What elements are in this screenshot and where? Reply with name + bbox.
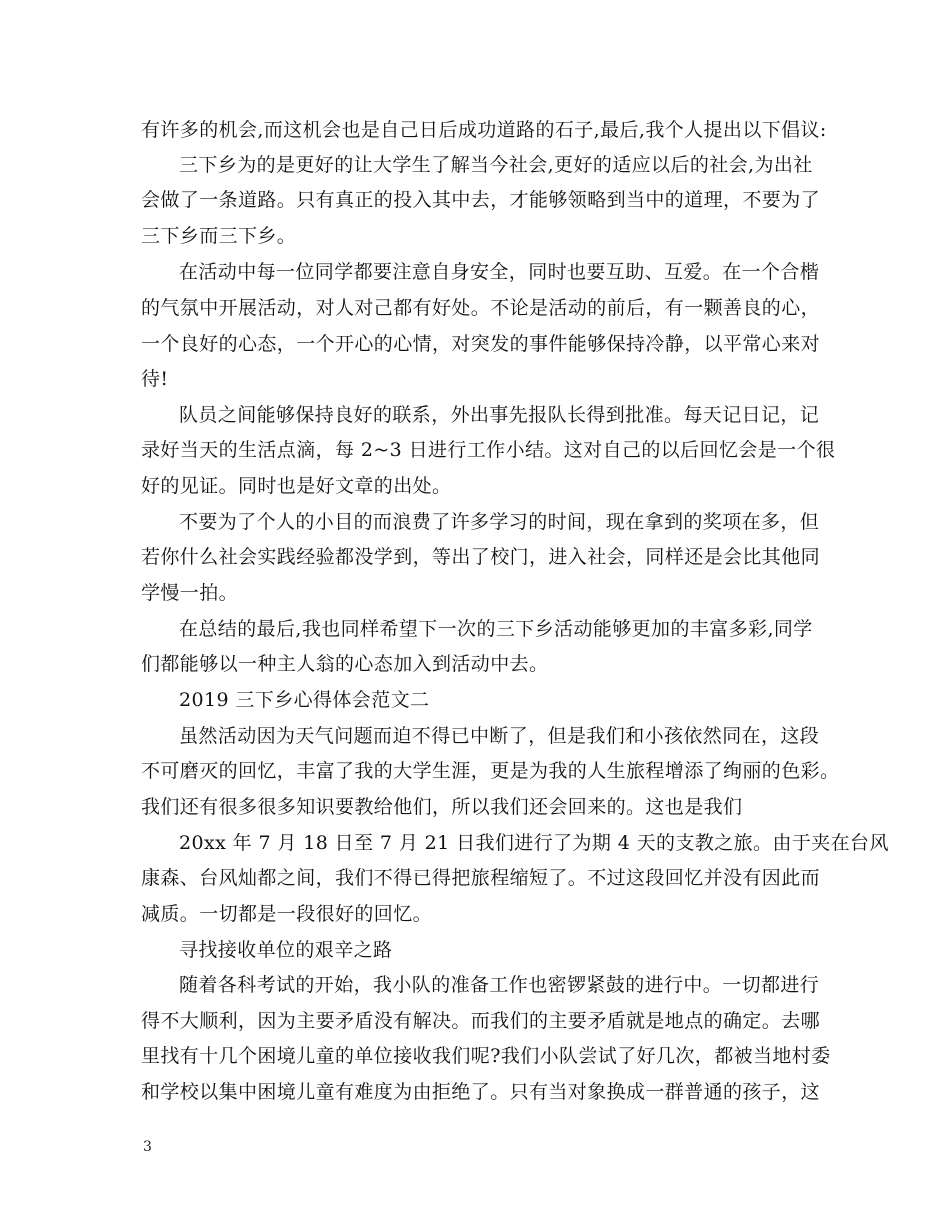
text-line: 不可磨灭的回忆，丰富了我的大学生涯，更是为我的人生旅程增添了绚丽的色彩。	[141, 760, 840, 782]
text-line: 一个良好的心态，一个开心的心情，对突发的事件能够保持冷静，以平常心来对	[141, 333, 821, 355]
text-line: 学慢一拍。	[141, 582, 239, 604]
text-line: 不要为了个人的小目的而浪费了许多学习的时间，现在拿到的奖项在多，但	[179, 511, 820, 533]
text-line: 虽然活动因为天气问题而迫不得已中断了，但是我们和小孩依然同在，这段	[179, 725, 820, 747]
text-line: 三下乡而三下乡。	[141, 225, 297, 247]
text-line: 三下乡为的是更好的让大学生了解当今社会,更好的适应以后的社会,为出社	[179, 154, 813, 176]
section-heading: 2019 三下乡心得体会范文二	[179, 689, 430, 711]
text-line: 随着各科考试的开始，我小队的准备工作也密锣紧鼓的进行中。一切都进行	[179, 974, 820, 996]
text-line: 在活动中每一位同学都要注意自身安全，同时也要互助、互爱。在一个合楷	[179, 261, 820, 283]
text-line: 会做了一条道路。只有真正的投入其中去，才能够领略到当中的道理，不要为了	[141, 189, 821, 211]
text-line: 里找有十几个困境儿童的单位接收我们呢?我们小队尝试了好几次，都被当地村委	[141, 1045, 831, 1067]
text-line: 20xx 年 7 月 18 日至 7 月 21 日我们进行了为期 4 天的支教之旅。由于夹在台风	[179, 832, 889, 854]
text-line: 在总结的最后,我也同样希望下一次的三下乡活动能够更加的丰富多彩,同学	[179, 618, 813, 640]
text-line: 若你什么社会实践经验都没学到，等出了校门，进入社会，同样还是会比其他同	[141, 546, 821, 568]
text-line: 录好当天的生活点滴，每 2~3 日进行工作小结。这对自己的以后回忆会是一个很	[141, 439, 836, 461]
text-line: 康森、台风灿都之间，我们不得已得把旅程缩短了。不过这段回忆并没有因此而	[141, 867, 821, 889]
text-line: 得不大顺利，因为主要矛盾没有解决。而我们的主要矛盾就是地点的确定。去哪	[141, 1010, 821, 1032]
text-line: 我们还有很多很多知识要教给他们，所以我们还会回来的。这也是我们	[141, 796, 743, 818]
text-line: 的气氛中开展活动，对人对己都有好处。不论是活动的前后，有一颗善良的心，	[141, 297, 821, 319]
text-line: 待!	[141, 368, 169, 390]
text-line: 队员之间能够保持良好的联系，外出事先报队长得到批准。每天记日记，记	[179, 404, 820, 426]
text-line: 减质。一切都是一段很好的回忆。	[141, 903, 433, 925]
text-line: 好的见证。同时也是好文章的出处。	[141, 475, 452, 497]
text-line: 和学校以集中困境儿童有难度为由拒绝了。只有当对象换成一群普通的孩子，这	[141, 1081, 821, 1103]
text-line: 有许多的机会,而这机会也是自己日后成功道路的石子,最后,我个人提出以下倡议:	[141, 119, 827, 141]
section-heading: 寻找接收单位的艰辛之路	[179, 939, 393, 961]
text-line: 们都能够以一种主人翁的心态加入到活动中去。	[141, 653, 549, 675]
page-number: 3	[143, 1139, 152, 1155]
